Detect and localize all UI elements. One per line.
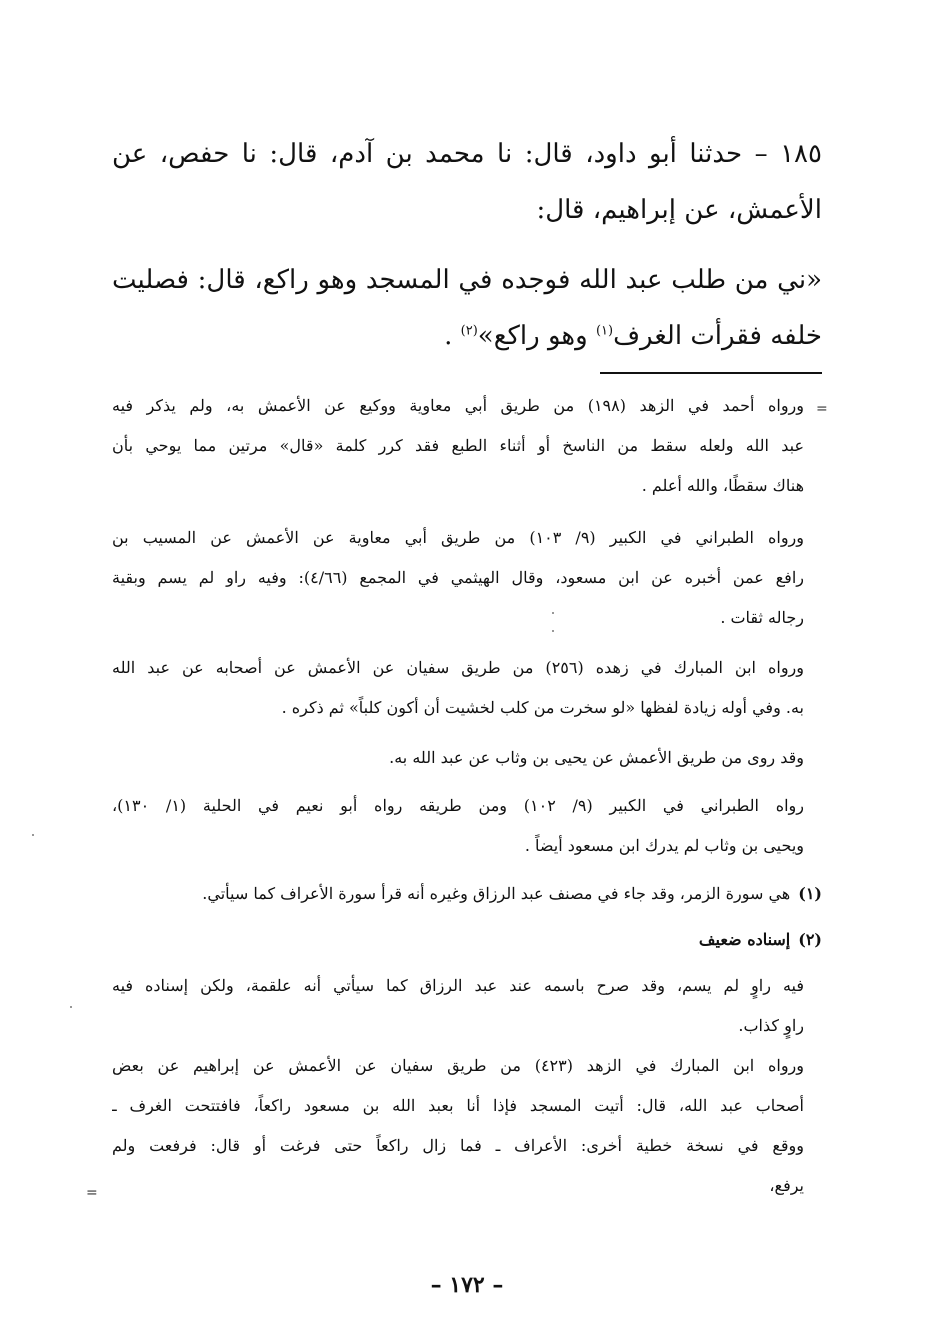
hadith-line-3: «ني من طلب عبد الله فوجده في المسجد وهو راكع، قال: فصليت <box>112 265 822 295</box>
note-line: ورواه ابن المبارك في زهده (٢٥٦) من طريق سفيان عن الأعمش عن أصحابه عن عبد الله <box>112 658 804 677</box>
footnote-paragraph-3 <box>112 648 804 728</box>
hadith-line-4-mid: وهو راكع» <box>477 321 596 351</box>
note-line: ووقع في نسخة خطية أخرى: الأعراف ـ فما زال راكعاً حتى فرغت أو قال: فرفعت ولم <box>112 1136 804 1155</box>
footnote-1-text: هي سورة الزمر، وقد جاء في مصنف عبد الرزاق وغيره أنه قرأ سورة الأعراف كما سيأتي. <box>202 884 791 903</box>
note-line: ورواه أحمد في الزهد (١٩٨) من طريق أبي معاوية ووكيع عن الأعمش به، ولم يذكر فيه <box>112 396 804 415</box>
footnote-1 <box>112 874 822 914</box>
scan-speck <box>552 630 554 632</box>
note-line: وقد روى من طريق الأعمش عن يحيى بن وثاب عن عبد الله به. <box>389 748 804 767</box>
footnote-2-number: (٢) <box>798 930 822 949</box>
footnote-2-paragraph-1 <box>112 966 804 1046</box>
note-line: ورواه ابن المبارك في الزهد (٤٢٣) من طريق سفيان عن الأعمش عن إبراهيم عن بعض <box>112 1056 804 1075</box>
note-line: به. وفي أوله زيادة لفظها «لو سخرت من كلب لخشيت أن أكون كلباً» ثم ذكره . <box>281 698 804 717</box>
hadith-line-2: الأعمش، عن إبراهيم، قال: <box>536 195 822 225</box>
footnote-ref-2: (٢) <box>460 323 478 339</box>
note-line: يرفع، <box>769 1176 804 1195</box>
continuation-mark-top: = <box>816 401 828 417</box>
note-line: ويحيى بن وثاب لم يدرك ابن مسعود أيضاً . <box>524 836 804 855</box>
footnote-2-paragraph-2 <box>112 1046 804 1206</box>
note-line: أصحاب عبد الله، قال: أتيت المسجد فإذا أنا بعبد الله بن مسعود راكعاً، فافتتحت الغرف ـ <box>112 1096 804 1115</box>
footnote-paragraph-2 <box>112 518 804 638</box>
note-line: عبد الله ولعله سقط من الناسخ أو أثناء الطبع فقد كرر كلمة «قال» مرتين مما يوحي بأن <box>112 436 804 455</box>
footnote-1-line <box>112 874 822 914</box>
footnote-paragraph-5 <box>112 786 804 866</box>
continuation-mark-bottom: = <box>86 1185 98 1201</box>
page-number: – ١٧٢ – <box>430 1272 504 1298</box>
note-line: هناك سقطًا، والله أعلم . <box>641 476 804 495</box>
note-line: رجاله ثقات . <box>720 608 804 627</box>
footnote-2 <box>112 920 822 960</box>
scan-speck <box>32 834 34 836</box>
footnote-2-heading-line <box>112 920 822 960</box>
footnotes <box>112 386 804 506</box>
hadith-text <box>112 126 822 364</box>
hadith-line-4-end: . <box>444 321 461 351</box>
note-line: فيه راوٍ لم يسم، وقد صرح باسمه عند عبد الرزاق كما سيأتي أنه علقمة، ولكن إسناده فيه <box>112 976 804 995</box>
hadith-line-4 <box>112 308 822 364</box>
hadith-line-1: ١٨٥ – حدثنا أبو داود، قال: نا محمد بن آدم، قال: نا حفص، عن <box>112 139 822 169</box>
footnote-1-number: (١) <box>798 884 822 903</box>
hadith-line-4-start: خلفه فقرأت الغرف <box>613 321 822 351</box>
footnote-2-heading: إسناده ضعيف <box>698 930 791 949</box>
footnote-separator <box>600 372 822 374</box>
note-line: ورواه الطبراني في الكبير (٩/ ١٠٣) من طريق أبي معاوية عن الأعمش عن المسيب بن <box>112 528 804 547</box>
scan-speck <box>552 612 554 614</box>
note-line: رافع عمن أخبره عن ابن مسعود، وقال الهيثمي في المجمع (٤/٦٦): وفيه راو لم يسم وبقية <box>112 568 804 587</box>
note-line: راوٍ كذاب. <box>738 1016 804 1035</box>
note-line: رواه الطبراني في الكبير (٩/ ١٠٢) ومن طريقه رواه أبو نعيم في الحلية (١/ ١٣٠)، <box>112 796 804 815</box>
footnote-ref-1: (١) <box>595 323 614 339</box>
scan-speck <box>70 1006 72 1008</box>
footnote-paragraph-4 <box>112 738 804 778</box>
